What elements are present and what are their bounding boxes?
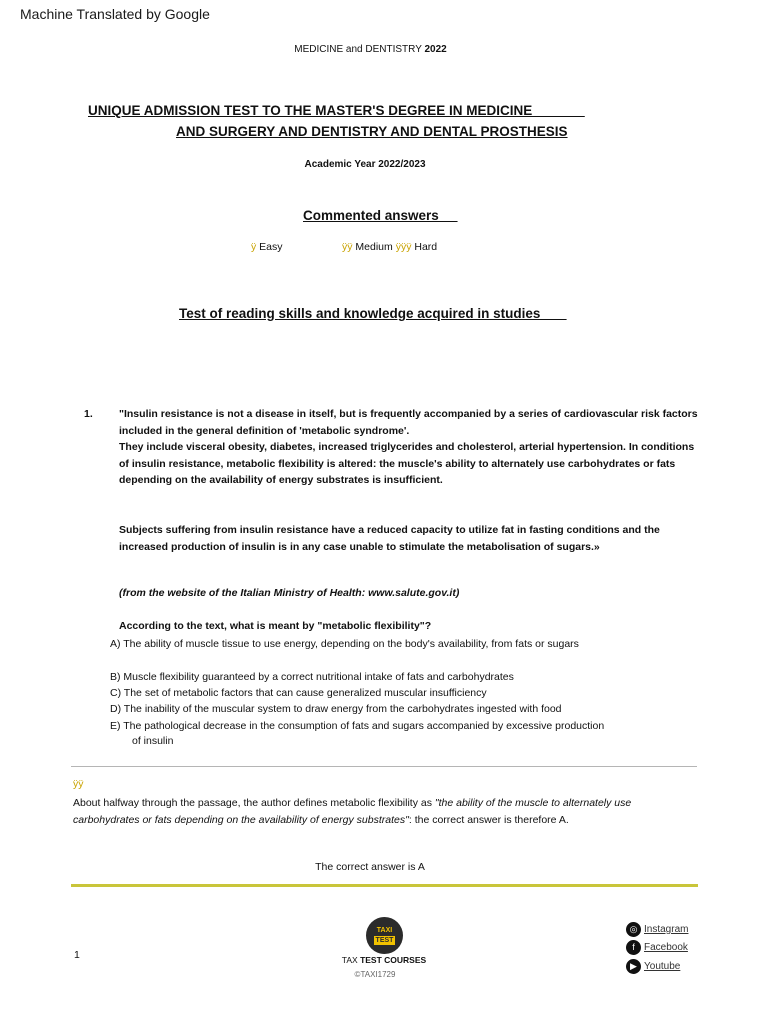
question-prompt: According to the text, what is meant by "metabolic flexibility"? [119,620,432,632]
difficulty-medium-hard: ÿÿ Medium ÿÿÿ Hard [342,241,438,253]
passage-source: (from the website of the Italian Ministry of Health: www.salute.gov.it) [119,587,460,599]
correct-answer: The correct answer is A [315,861,425,873]
answer-difficulty-icon: ÿÿ [73,778,84,790]
footer-divider [71,884,698,887]
facebook-link[interactable]: f Facebook [626,940,688,955]
brand-name: TAX TEST COURSES [341,955,427,965]
option-c: C) The set of metabolic factors that can cause generalized muscular insufficiency [110,687,487,699]
document-header: MEDICINE and DENTISTRY 2022 [294,44,447,55]
title-line-2: AND SURGERY AND DENTISTRY AND DENTAL PROSTHESIS [176,124,568,139]
answer-explanation: About halfway through the passage, the author defines metabolic flexibility as "the ability of the muscle to alternately use carbohydrates or fats depending on the availability of energy substrates": the correct answer is therefore A. [73,797,632,826]
passage-paragraph-1: "Insulin resistance is not a disease in itself, but is frequently accompanied by a series of cardiovascular risk factors included in the general definition of 'metabolic syndrome'. They include visceral obesity, diabetes, increased triglycerides and cholesterol, arterial hypertension. In conditions of insulin resistance, metabolic flexibility is altered: the muscle's ability to alternately use carbohydrates or fats depending on the availability of energy substrates is insufficient. [119,408,698,486]
option-b: B) Muscle flexibility guaranteed by a correct nutritional intake of fats and carbohydrates [110,671,514,683]
academic-year: Academic Year 2022/2023 [304,159,426,170]
answer-divider [71,766,697,767]
instagram-icon: ◎ [626,922,641,937]
youtube-icon: ▶ [626,959,641,974]
youtube-link[interactable]: ▶ Youtube [626,959,680,974]
title-line-1: UNIQUE ADMISSION TEST TO THE MASTER'S DEGREE IN MEDICINE [88,103,585,118]
question-number: 1. [84,408,93,420]
facebook-icon: f [626,940,641,955]
section-title: Test of reading skills and knowledge acquired in studies [179,306,567,321]
difficulty-medium-icon: ÿÿ [342,241,353,253]
taxi-test-logo: TAXI TEST [366,917,403,954]
difficulty-hard-icon: ÿÿÿ [395,241,412,253]
option-a: A) The ability of muscle tissue to use energy, depending on the body's availability, from fats or sugars [110,638,579,650]
machine-translation-banner: Machine Translated by Google [20,6,210,22]
difficulty-easy: ÿ Easy [251,241,283,253]
copyright: ©TAXI1729 [354,970,396,979]
passage-paragraph-2: Subjects suffering from insulin resistance have a reduced capacity to utilize fat in fasting conditions and the increased production of insulin is in any case unable to stimulate the metabolisation of sugars.» [119,524,660,553]
option-e: E) The pathological decrease in the consumption of fats and sugars accompanied by excessive production of insulin [110,720,605,747]
difficulty-easy-icon: ÿ [251,241,257,253]
instagram-link[interactable]: ◎ Instagram [626,922,688,937]
commented-answers-heading: Commented answers [303,208,458,223]
option-d: D) The inability of the muscular system to draw energy from the carbohydrates ingested with food [110,703,562,715]
page-number: 1 [74,949,80,961]
